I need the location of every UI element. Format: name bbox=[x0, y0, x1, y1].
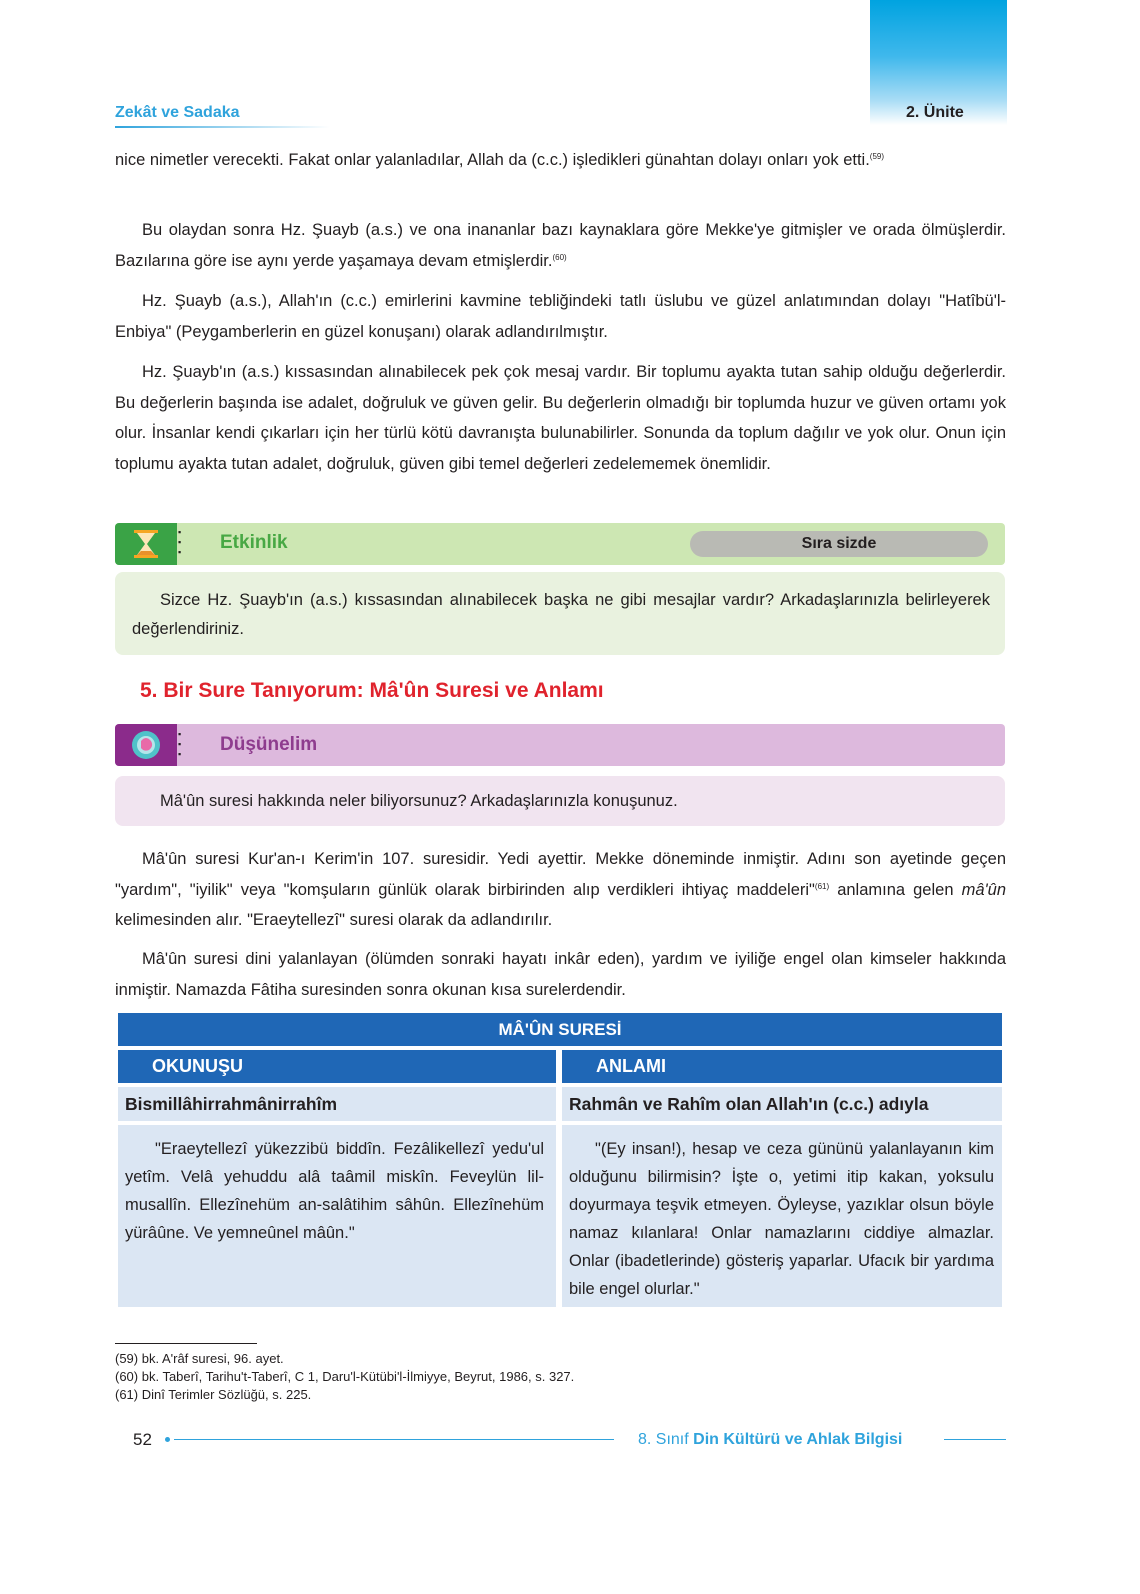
think-title: Düşünelim bbox=[220, 734, 318, 755]
activity-badge: Sıra sizde bbox=[690, 531, 988, 557]
footnote-ref: (60) bbox=[552, 252, 567, 262]
footnote-ref: (59) bbox=[869, 152, 885, 161]
table-title: MÂ'ÛN SURESİ bbox=[118, 1013, 1002, 1046]
chapter-underline bbox=[115, 126, 330, 128]
footnote-61: (61) Dinî Terimler Sözlüğü, s. 225. bbox=[115, 1387, 312, 1402]
footer-dot bbox=[165, 1437, 170, 1442]
basmala-meaning: Rahmân ve Rahîm olan Allah'ın (c.c.) adıyla bbox=[562, 1087, 1002, 1121]
footer-rule-right bbox=[944, 1439, 1006, 1440]
page-number: 52 bbox=[133, 1430, 152, 1449]
paragraph-3: Hz. Şuayb'ın (a.s.) kıssasından alınabilecek pek çok mesaj vardır. Bir toplumu ayakta tutan sahip olduğu değerlerdir. Bu değerlerin başında ise adalet, doğruluk ve güven gelir. Bu değerlerin olmadığı bir toplumda huzur ve güven ortamı yok olur. İnsanlar kendi çıkarları için her türlü kötü davranışta bulunabilirler. Sonunda da toplum dağılır ve yok olur. Onun için toplumu ayakta tutan adalet, doğruluk, güven gibi temel değerleri zedelememek önemlidir. bbox=[115, 363, 1006, 473]
footnote-divider bbox=[115, 1343, 257, 1344]
brain-icon bbox=[115, 724, 177, 766]
surah-meaning: "(Ey insan!), hesap ve ceza gününü yalanlayanın kim olduğunu bilirmisin? İşte o, yetimi itip kakan, yoksulu doyurmaya teşvik etmeyen. Öyleyse, yazıklar olsun böyle namaz kılanlara! Onlar namazlarını ciddiye almazlar. Onlar (ibadetlerinde) gösteriş yaparlar. Ufacık bir yardıma bile engel olurlar." bbox=[569, 1140, 994, 1298]
footnote-59: (59) bk. A'râf suresi, 96. ayet. bbox=[115, 1351, 284, 1366]
surah-reading: "Eraeytellezî yükezzibü biddîn. Fezâlikellezî yedu'ul yetîm. Velâ yehuddu alâ taâmil miskîn. Feveylün lil-musallîn. Ellezînehüm an-salâtihim sâhûn. Ellezînehüm yürâûne. Ve yemneûnel mâûn." bbox=[125, 1140, 544, 1242]
surah-reading-cell bbox=[118, 1125, 556, 1307]
think-text: Mâ'ûn suresi hakkında neler biliyorsunuz? Arkadaşlarınızla konuşunuz. bbox=[160, 792, 678, 810]
basmala-reading: Bismillâhirrahmânirrahîm bbox=[118, 1087, 556, 1121]
term-maun: mâ'ûn bbox=[961, 880, 1007, 899]
footnote-ref: (61) bbox=[814, 881, 830, 891]
paragraph-0: nice nimetler verecekti. Fakat onlar yalanladılar, Allah da (c.c.) işledikleri günahtan dolayı onları yok etti.$^{(59)}$ bbox=[115, 151, 885, 169]
activity-title: Etkinlik bbox=[220, 532, 288, 553]
hourglass-icon bbox=[115, 523, 177, 565]
chapter-title: Zekât ve Sadaka bbox=[115, 104, 240, 121]
column-header-reading: OKUNUŞU bbox=[118, 1050, 556, 1083]
connector-dots: ▪ ▪ ▪ bbox=[178, 527, 182, 557]
column-header-meaning: ANLAMI bbox=[562, 1050, 1002, 1083]
paragraph-2: Hz. Şuayb (a.s.), Allah'ın (c.c.) emirlerini kavmine tebliğindeki tatlı üslubu ve güzel anlatımından dolayı "Hatîbü'l-Enbiya" (Peygamberlerin en güzel konuşanı) olarak adlandırılmıştır. bbox=[115, 292, 1006, 341]
connector-dots: ▪ ▪ ▪ bbox=[178, 729, 182, 759]
paragraph-1: Bu olaydan sonra Hz. Şuayb (a.s.) ve ona inananlar bazı kaynaklara göre Mekke'ye gitmişler ve orada ölmüşlerdir. Bazılarına göre ise aynı yerde yaşamaya devam etmişlerdir.$^{(60)}$ bbox=[115, 221, 1006, 270]
footer-rule-left bbox=[174, 1439, 614, 1440]
surah-meaning-cell bbox=[562, 1125, 1002, 1307]
section-title: 5. Bir Sure Tanıyorum: Mâ'ûn Suresi ve Anlamı bbox=[140, 679, 604, 702]
book-title: 8. Sınıf Din Kültürü ve Ahlak Bilgisi bbox=[638, 1431, 903, 1448]
paragraph-5: Mâ'ûn suresi dini yalanlayan (ölümden sonraki hayatı inkâr eden), yardım ve iyiliğe engel olan kimseler hakkında inmiştir. Namazda Fâtiha suresinden sonra okunan kısa surelerdendir. bbox=[115, 950, 1006, 999]
paragraph-4: Mâ'ûn suresi Kur'an-ı Kerim'in 107. suresidir. Yedi ayettir. Mekke döneminde inmiştir. Adını son ayetinde geçen "yardım", "iyilik" veya "komşuların günlük olarak birbirinden alıp verdikleri ihtiyaç maddeleri"$^{(61)}$ anlamına gelen mâ'ûn kelimesinden alır. "Eraeytellezî" suresi olarak da adlandırılır. bbox=[115, 850, 1007, 929]
unit-label: 2. Ünite bbox=[906, 104, 964, 121]
activity-text: Sizce Hz. Şuayb'ın (a.s.) kıssasından alınabilecek başka ne gibi mesajlar vardır? Arkadaşlarınızla belirleyerek değerlendiriniz. bbox=[132, 591, 990, 638]
footnote-60: (60) bk. Taberî, Tarihu't-Taberî, C 1, Daru'l-Kütübi'l-İlmiyye, Beyrut, 1986, s. 327. bbox=[115, 1369, 575, 1384]
